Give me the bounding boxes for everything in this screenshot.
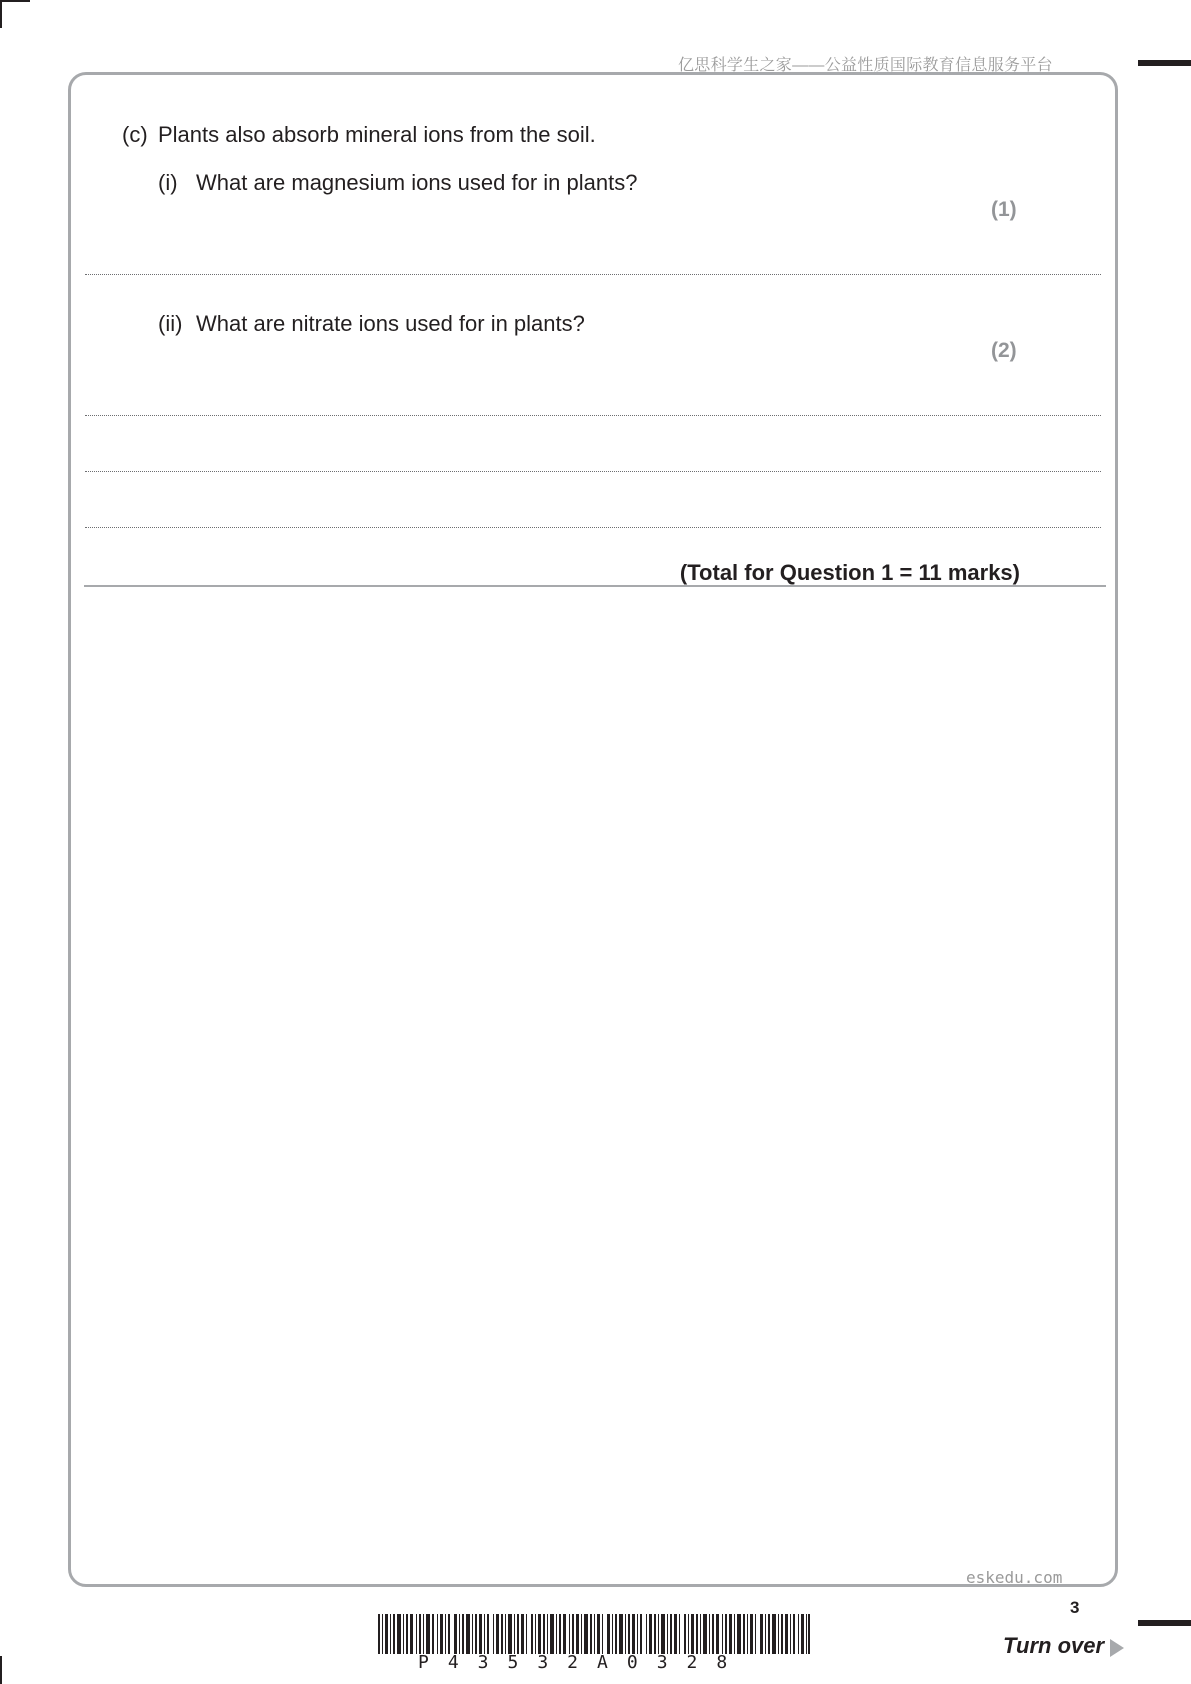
answer-line-ii-2[interactable] <box>85 471 1101 472</box>
answer-line-ii-3[interactable] <box>85 527 1101 528</box>
answer-frame <box>68 72 1118 1587</box>
header-watermark: 亿思科学生之家——公益性质国际教育信息服务平台 <box>678 57 1053 74</box>
crop-mark-top-left-vertical <box>0 0 2 28</box>
turn-over-label: Turn over <box>1003 1633 1105 1658</box>
crop-mark-top-left-horizontal <box>0 0 30 2</box>
part-c-label: (c) <box>122 122 148 147</box>
sub-ii-marks: (2) <box>991 339 1017 362</box>
total-divider <box>84 585 1106 587</box>
answer-line-ii-1[interactable] <box>85 415 1101 416</box>
part-c <box>122 122 596 148</box>
barcode <box>378 1614 810 1654</box>
sub-i-marks: (1) <box>991 198 1017 221</box>
sub-ii-text: What are nitrate ions used for in plants? <box>196 311 585 336</box>
crop-mark-bottom-left-vertical <box>0 1656 2 1684</box>
side-mark-top <box>1138 60 1191 66</box>
sub-question-ii <box>158 311 585 337</box>
page-number: 3 <box>1070 1598 1080 1617</box>
sub-i-text: What are magnesium ions used for in plants? <box>196 170 638 195</box>
answer-line-i-1[interactable] <box>85 274 1101 275</box>
question-total: (Total for Question 1 = 11 marks) <box>679 560 1020 585</box>
turn-over-arrow-icon <box>1110 1639 1124 1657</box>
sub-ii-label: (ii) <box>158 311 183 336</box>
part-c-text: Plants also absorb mineral ions from the soil. <box>158 122 596 147</box>
side-mark-bottom <box>1138 1620 1191 1626</box>
barcode-text: P43532A0328 <box>418 1652 747 1673</box>
sub-i-label: (i) <box>158 170 178 195</box>
footer-site: eskedu.com <box>966 1568 1063 1587</box>
sub-question-i <box>158 170 637 196</box>
